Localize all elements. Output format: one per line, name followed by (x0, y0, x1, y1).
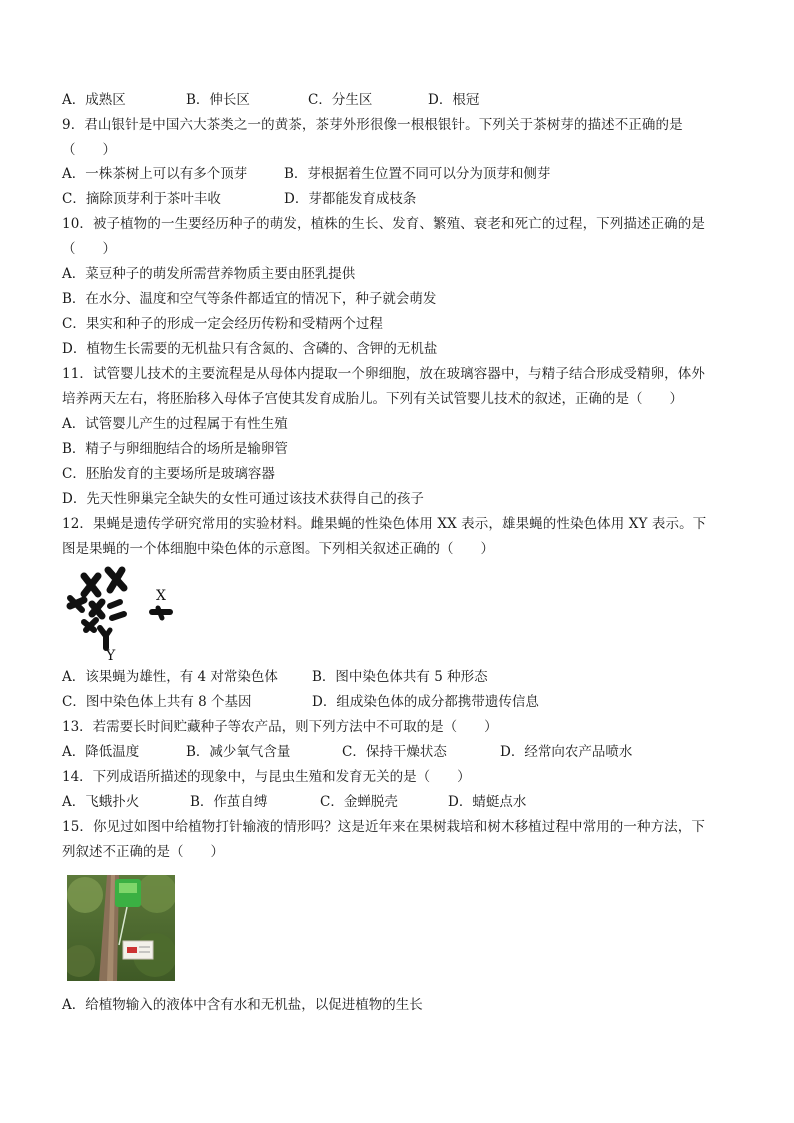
chromosome-shape (70, 598, 84, 610)
y-label: Y (106, 648, 116, 660)
q8-option-a: A．成熟区 (62, 92, 126, 108)
chromosome-diagram (62, 564, 182, 660)
chromosome-shape (84, 620, 96, 630)
q10-option-b: B．在水分、温度和空气等条件都适宜的情况下，种子就会萌发 (62, 291, 437, 307)
q14-option-b: B．作茧自缚 (190, 794, 268, 810)
chromosome-shape (92, 602, 102, 616)
q9-stem: 9．君山银针是中国六大茶类之一的黄茶，茶芽外形很像一根根银针。下列关于茶树芽的描述不正确的是 (62, 117, 683, 133)
q9-option-a: A．一株茶树上可以有多个顶芽 (62, 166, 248, 182)
q10-option-c: C．果实和种子的形成一定会经历传粉和受精两个过程 (62, 316, 383, 332)
q11-stem-line-2: 培养两天左右，将胚胎移入母体子宫使其发育成胎儿。下列有关试管婴儿技术的叙述，正确的是（ ） (62, 391, 683, 407)
q9-option-b: B．芽根据着生位置不同可以分为顶芽和侧芽 (284, 166, 551, 182)
q13-stem: 13．若需要长时间贮藏种子等农产品，则下列方法中不可取的是（ ） (62, 719, 498, 735)
x-chromosome-shape (152, 608, 170, 618)
q12-stem-line-1: 12．果蝇是遗传学研究常用的实验材料。雌果蝇的性染色体用 XX 表示，雄果蝇的性染色体用 XY 表示。下 (62, 516, 707, 532)
q10-option-d: D．植物生长需要的无机盐只有含氮的、含磷的、含钾的无机盐 (62, 341, 438, 357)
q15-option-a: A．给植物输入的液体中含有水和无机盐，以促进植物的生长 (62, 997, 423, 1013)
q14-stem: 14．下列成语所描述的现象中，与昆虫生殖和发育无关的是（ ） (62, 769, 471, 785)
q11-option-d: D．先天性卵巢完全缺失的女性可通过该技术获得自己的孩子 (62, 491, 424, 507)
q14-option-d: D．蜻蜓点水 (448, 794, 527, 810)
q11-stem-line-1: 11．试管婴儿技术的主要流程是从母体内提取一个卵细胞，放在玻璃容器中，与精子结合形成受精卵，体外 (62, 366, 705, 382)
q12-option-b: B．图中染色体共有 5 种形态 (312, 669, 488, 685)
q13-option-a: A．降低温度 (62, 744, 140, 760)
q11-option-b: B．精子与卵细胞结合的场所是输卵管 (62, 441, 288, 457)
q10-stem: 10．被子植物的一生要经历种子的萌发，植株的生长、发育、繁殖、衰老和死亡的过程，下列描述正确的是 (62, 216, 705, 232)
q9-option-c: C．摘除顶芽利于茶叶丰收 (62, 191, 221, 207)
q15-stem-line-2: 列叙述不正确的是（ ） (62, 844, 224, 860)
x-label: X (156, 588, 166, 604)
tree-iv-drip-photo (67, 875, 175, 981)
q8-option-c: C．分生区 (308, 92, 373, 108)
y-chromosome-shape (100, 628, 110, 648)
chromosome-shape (108, 570, 124, 590)
q14-option-a: A．飞蛾扑火 (62, 794, 140, 810)
q13-option-c: C．保持干燥状态 (342, 744, 447, 760)
q12-stem-line-2: 图是果蝇的一个体细胞中染色体的示意图。下列相关叙述正确的（ ） (62, 541, 494, 557)
q10-paren: （ ） (62, 241, 116, 257)
q8-option-b: B．伸长区 (186, 92, 250, 108)
q14-option-c: C．金蝉脱壳 (320, 794, 398, 810)
q12-option-d: D．组成染色体的成分都携带遗传信息 (312, 694, 539, 710)
q9-paren: （ ） (62, 142, 116, 158)
chromosome-shape (84, 576, 98, 594)
q8-option-d: D．根冠 (428, 92, 480, 108)
q15-stem-line-1: 15．你见过如图中给植物打针输液的情形吗？这是近年来在果树栽培和树木移植过程中常用的一种方法，下 (62, 819, 705, 835)
q13-option-b: B．减少氧气含量 (186, 744, 291, 760)
q11-option-c: C．胚胎发育的主要场所是玻璃容器 (62, 466, 275, 482)
q11-option-a: A．试管婴儿产生的过程属于有性生殖 (62, 416, 288, 432)
q10-option-a: A．菜豆种子的萌发所需营养物质主要由胚乳提供 (62, 266, 356, 282)
q12-option-c: C．图中染色体上共有 8 个基因 (62, 694, 252, 710)
q12-option-a: A．该果蝇为雄性，有 4 对常染色体 (62, 669, 278, 685)
chromosome-shape (110, 602, 124, 618)
q9-option-d: D．芽都能发育成枝条 (284, 191, 417, 207)
q13-option-d: D．经常向农产品喷水 (500, 744, 633, 760)
